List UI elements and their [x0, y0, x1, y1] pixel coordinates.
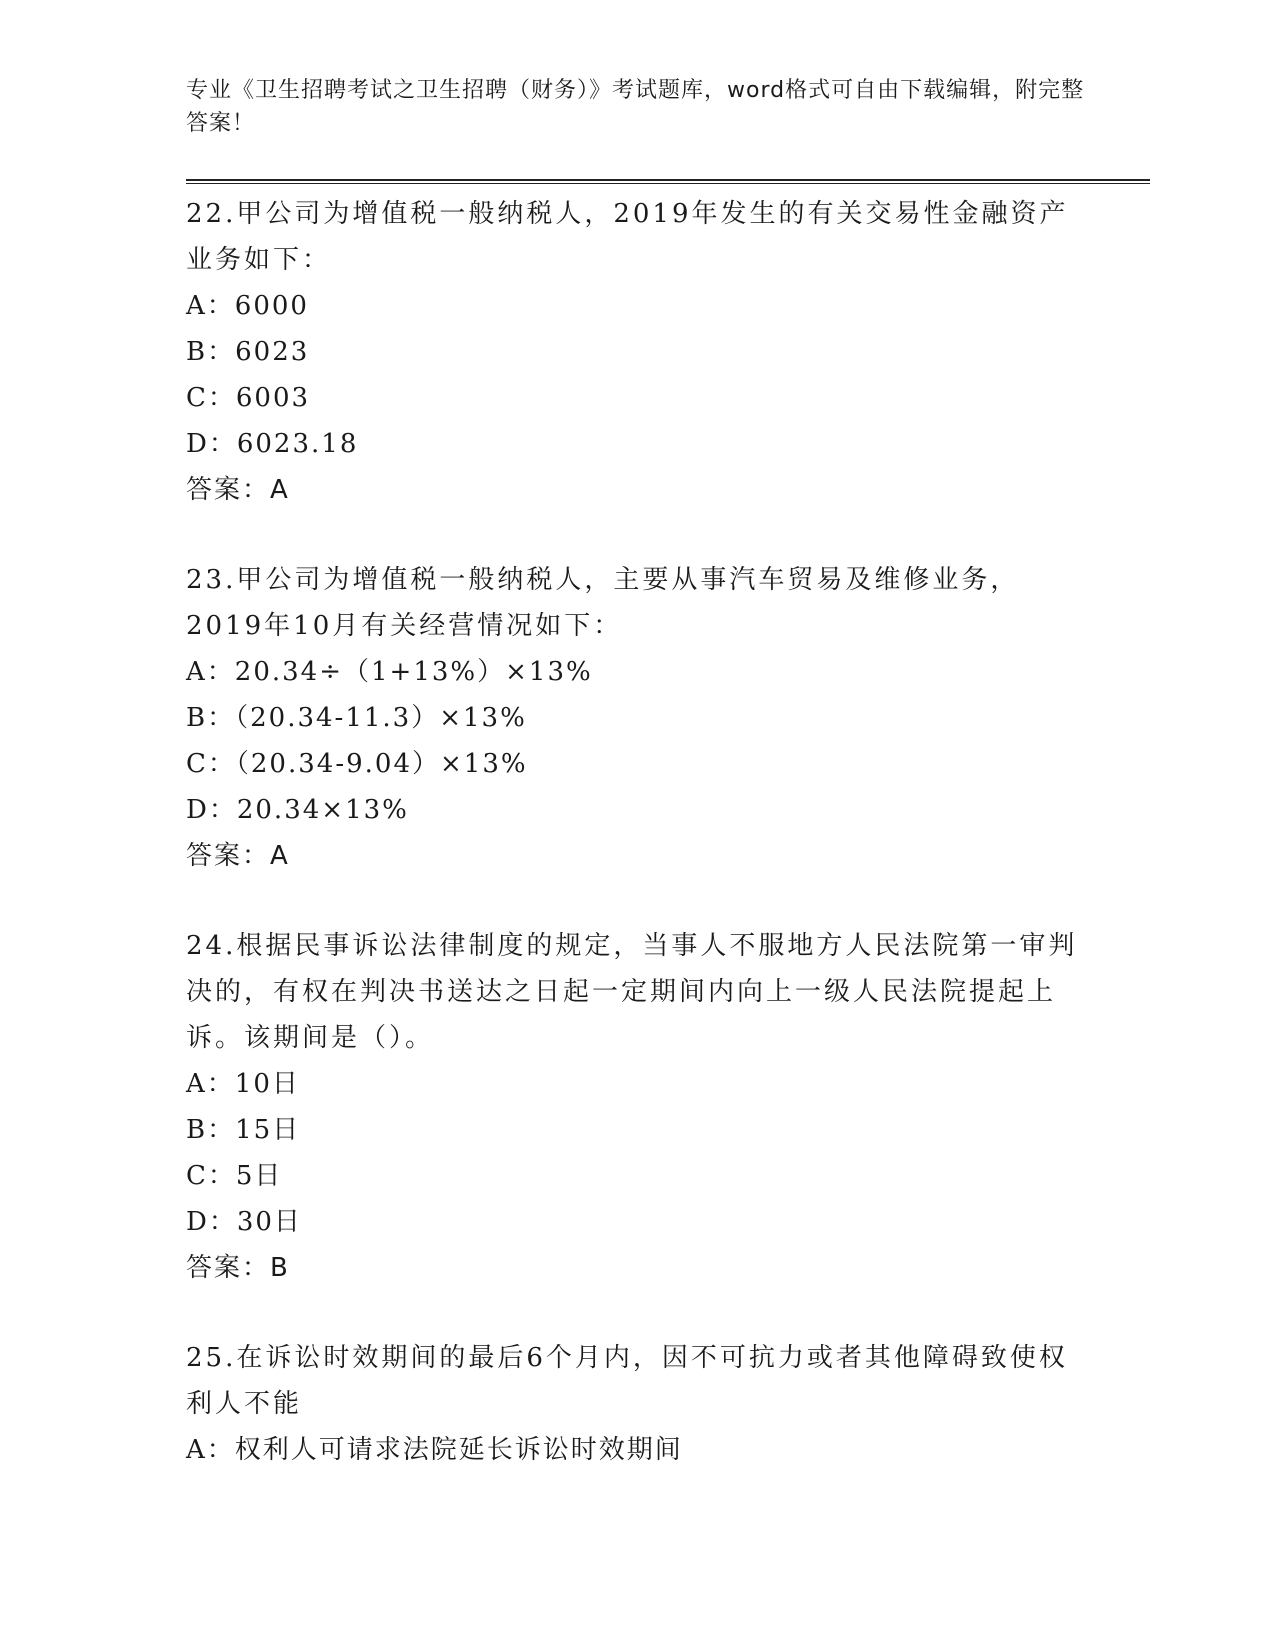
- question-stem: 23.甲公司为增值税一般纳税人，主要从事汽车贸易及维修业务，2019年10月有关经营情况如下：: [186, 565, 1020, 641]
- answer: 答案：A: [186, 475, 290, 505]
- question-stem: 22.甲公司为增值税一般纳税人，2019年发生的有关交易性金融资产业务如下：: [186, 199, 1069, 275]
- document-header: 专业《卫生招聘考试之卫生招聘（财务）》考试题库，word格式可自由下载编辑，附完整答案！: [186, 78, 1085, 136]
- question-spacer: [186, 1291, 1086, 1335]
- option-b: B：15日: [186, 1115, 301, 1145]
- question-22: [186, 191, 1086, 513]
- option-c: C：（20.34-9.04）×13%: [186, 749, 528, 779]
- answer: 答案：A: [186, 841, 290, 871]
- question-spacer: [186, 513, 1086, 557]
- answer: 答案：B: [186, 1253, 290, 1283]
- option-b: B：（20.34-11.3）×13%: [186, 703, 527, 733]
- header-divider: [186, 179, 1150, 181]
- question-stem: 25.在诉讼时效期间的最后6个月内，因不可抗力或者其他障碍致使权利人不能: [186, 1343, 1068, 1419]
- option-b: B：6023: [186, 337, 310, 367]
- option-d: D：6023.18: [186, 429, 359, 459]
- option-c: C：6003: [186, 383, 311, 413]
- option-a: A：10日: [186, 1069, 300, 1099]
- question-24: [186, 923, 1086, 1291]
- header-divider-secondary: [186, 183, 1150, 184]
- question-23: [186, 557, 1086, 879]
- option-c: C：5日: [186, 1161, 283, 1191]
- option-d: D：20.34×13%: [186, 795, 409, 825]
- option-a: A：权利人可请求法院延长诉讼时效期间: [186, 1435, 683, 1465]
- option-a: A：6000: [186, 291, 309, 321]
- question-spacer: [186, 879, 1086, 923]
- option-d: D：30日: [186, 1207, 302, 1237]
- option-a: A：20.34÷（1+13%）×13%: [186, 657, 593, 687]
- question-stem: 24.根据民事诉讼法律制度的规定，当事人不服地方人民法院第一审判决的，有权在判决书送达之日起一定期间内向上一级人民法院提起上诉。该期间是（）。: [186, 931, 1078, 1053]
- question-list: [186, 191, 1086, 1473]
- question-25: [186, 1335, 1086, 1473]
